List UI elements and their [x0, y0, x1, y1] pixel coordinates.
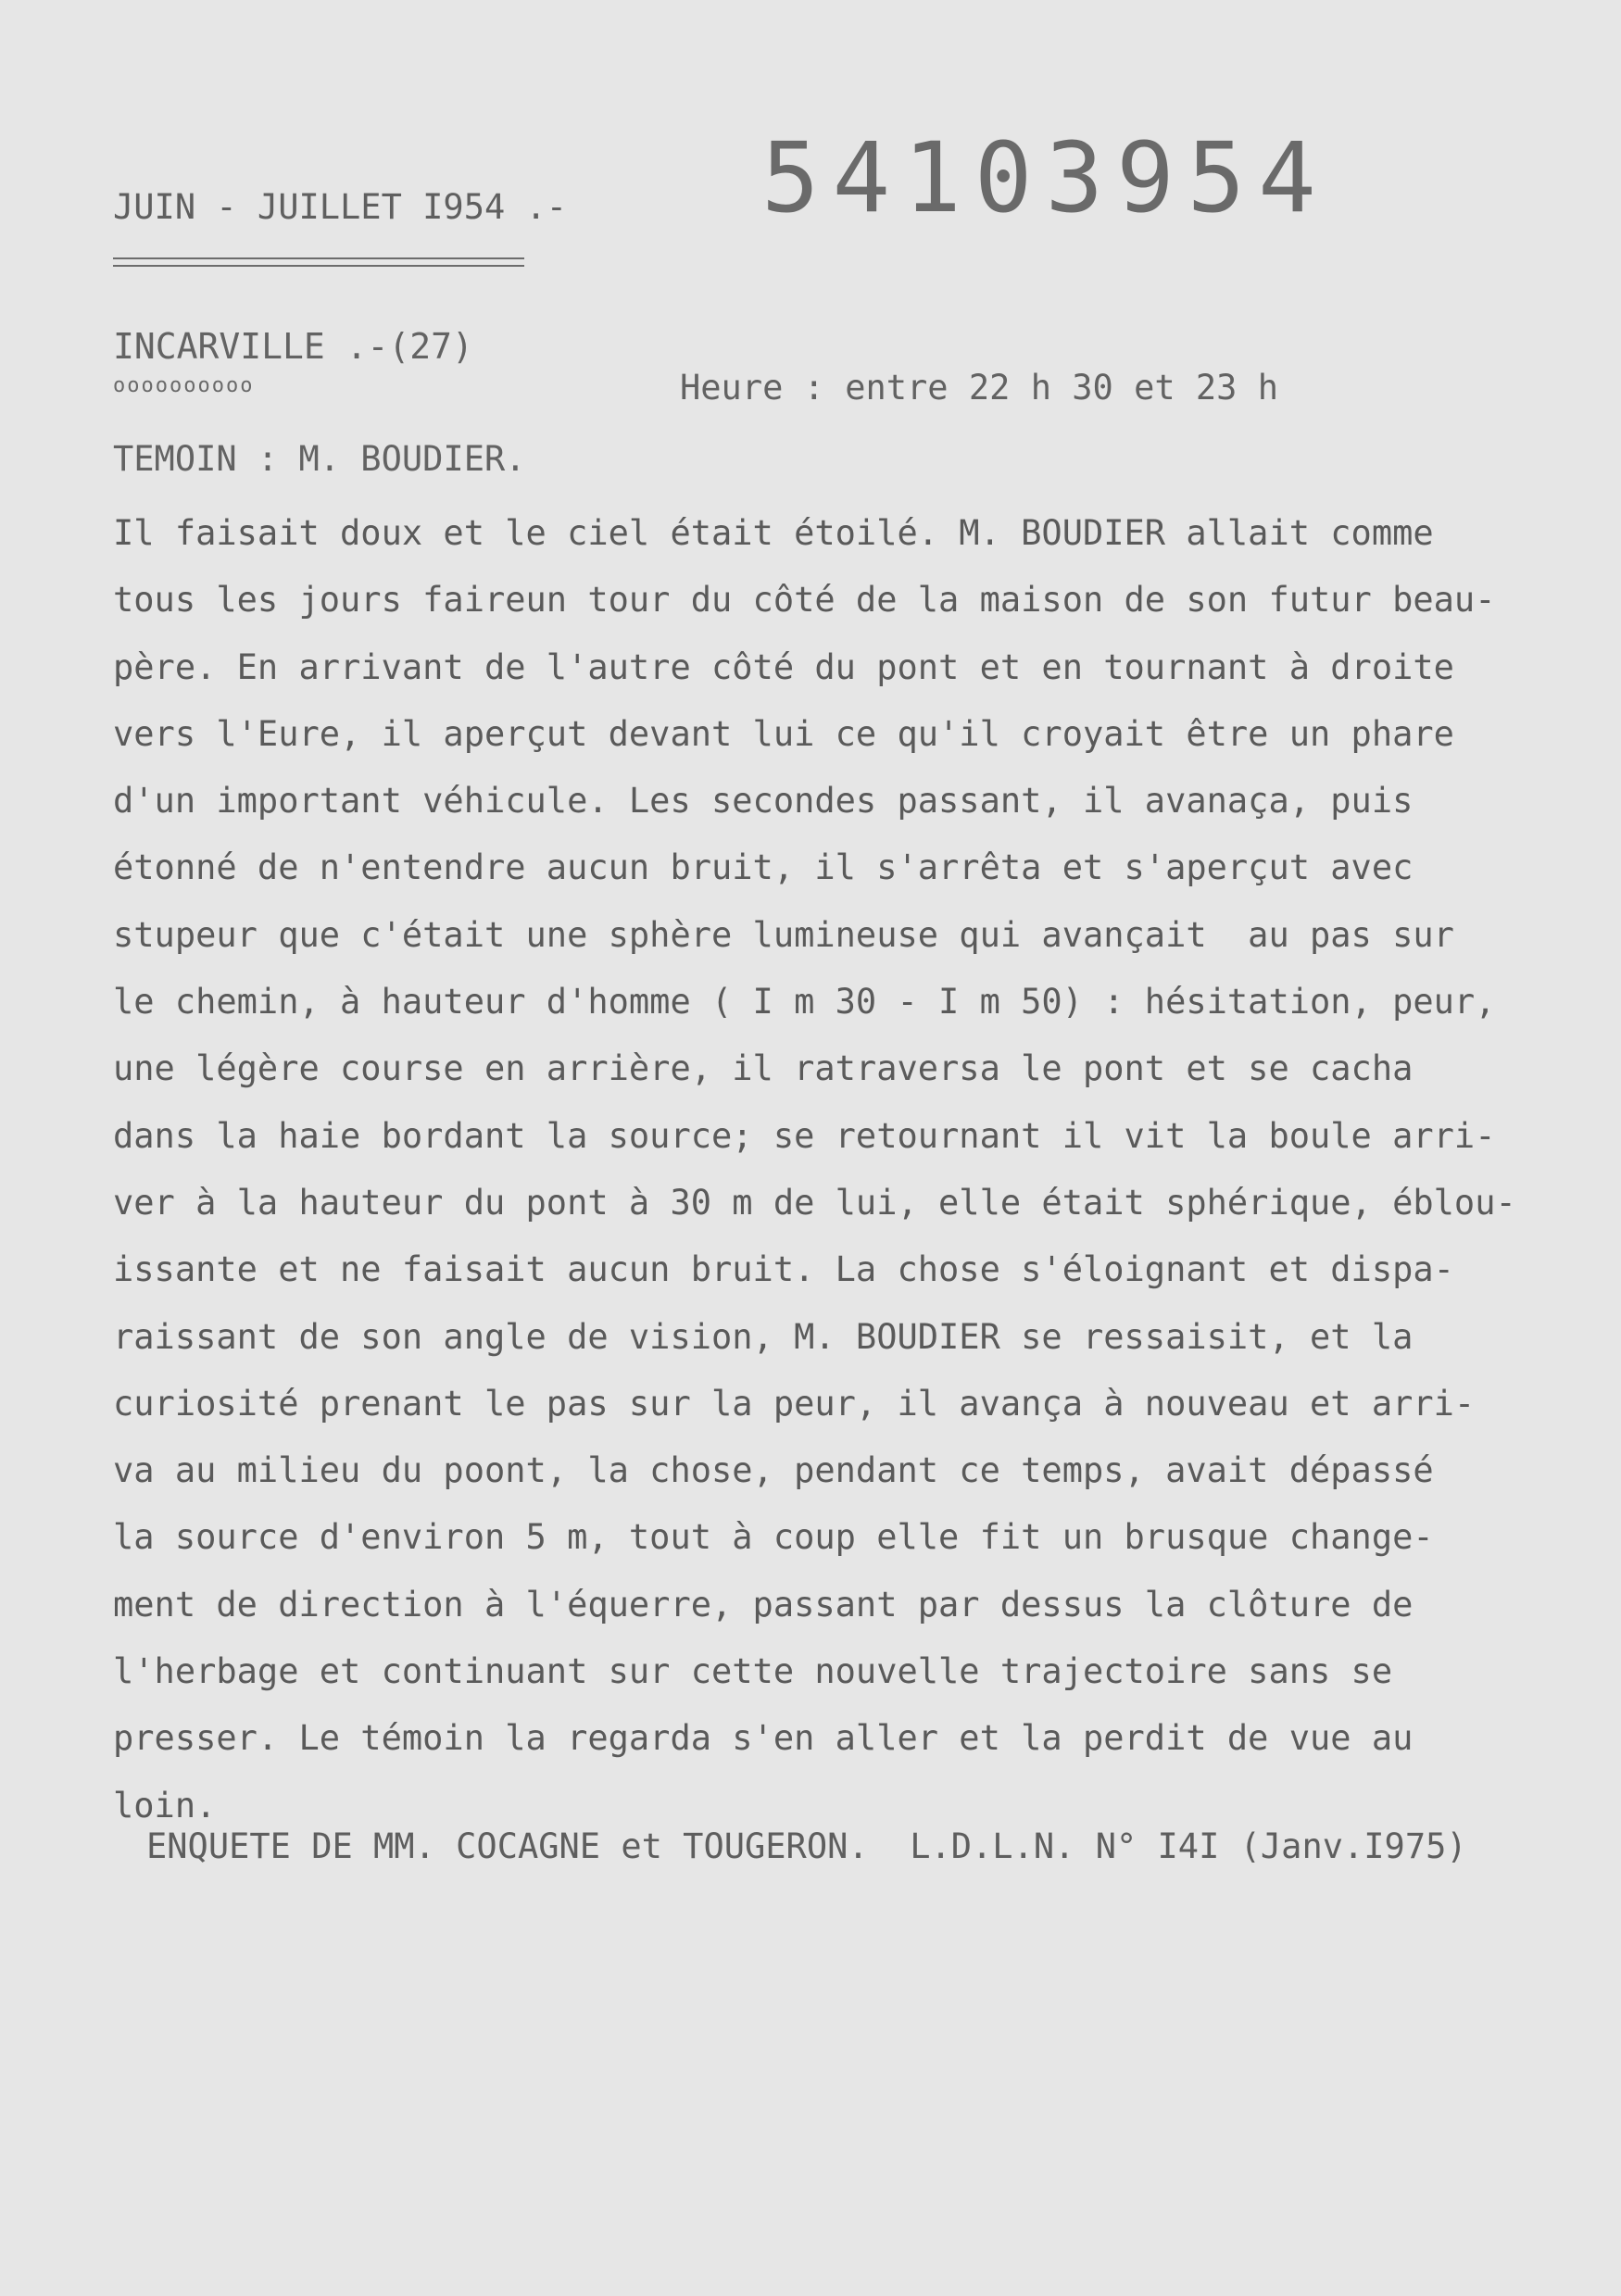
archive-stamp-number: 54103954	[761, 121, 1329, 234]
body-line: raissant de son angle de vision, M. BOUDIER se ressaisit, et la	[113, 1316, 1414, 1357]
body-line: l'herbage et continuant sur cette nouvelle trajectoire sans se	[113, 1651, 1393, 1692]
body-line: presser. Le témoin la regarda s'en aller et la perdit de vue au	[113, 1718, 1414, 1759]
body-line: d'un important véhicule. Les secondes passant, il avanaça, puis	[113, 781, 1414, 822]
date-underline	[113, 257, 524, 259]
body-line: ver à la hauteur du pont à 30 m de lui, elle était sphérique, éblou-	[113, 1182, 1516, 1223]
body-line: vers l'Eure, il aperçut devant lui ce qu'il croyait être un phare	[113, 713, 1454, 754]
date-heading: JUIN - JUILLET I954 .-	[113, 187, 568, 227]
time-line: Heure : entre 22 h 30 et 23 h	[680, 368, 1279, 408]
body-line: le chemin, à hauteur d'homme ( I m 30 - I m 50) : hésitation, peur,	[113, 982, 1496, 1023]
body-line: va au milieu du poont, la chose, pendant ce temps, avait dépassé	[113, 1450, 1434, 1491]
place-underline-marks: oooooooooo	[113, 374, 255, 397]
body-line: ment de direction à l'équerre, passant par dessus la clôture de	[113, 1584, 1414, 1625]
body-line: loin.	[113, 1785, 217, 1826]
body-line: étonné de n'entendre aucun bruit, il s'arrêta et s'aperçut avec	[113, 847, 1414, 888]
source-footer: ENQUETE DE MM. COCAGNE et TOUGERON. L.D.L.N. N° I4I (Janv.I975)	[146, 1826, 1467, 1866]
body-line: curiosité prenant le pas sur la peur, il avança à nouveau et arri-	[113, 1383, 1476, 1424]
date-underline-second	[113, 265, 524, 267]
body-line: une légère course en arrière, il ratraversa le pont et se cacha	[113, 1048, 1414, 1089]
body-line: tous les jours faireun tour du côté de la maison de son futur beau-	[113, 580, 1496, 621]
body-line: Il faisait doux et le ciel était étoilé. M. BOUDIER allait comme	[113, 513, 1434, 553]
body-line: la source d'environ 5 m, tout à coup elle fit un brusque change-	[113, 1517, 1434, 1558]
body-line: père. En arrivant de l'autre côté du pont et en tournant à droite	[113, 646, 1454, 687]
body-line: dans la haie bordant la source; se retournant il vit la boule arri-	[113, 1115, 1496, 1156]
body-line: issante et ne faisait aucun bruit. La chose s'éloignant et dispa-	[113, 1249, 1454, 1290]
report-body	[113, 500, 1577, 1839]
witness-line: TEMOIN : M. BOUDIER.	[113, 439, 526, 479]
place-heading: INCARVILLE .-(27)	[113, 326, 473, 367]
body-line: stupeur que c'était une sphère lumineuse qui avançait au pas sur	[113, 914, 1454, 955]
